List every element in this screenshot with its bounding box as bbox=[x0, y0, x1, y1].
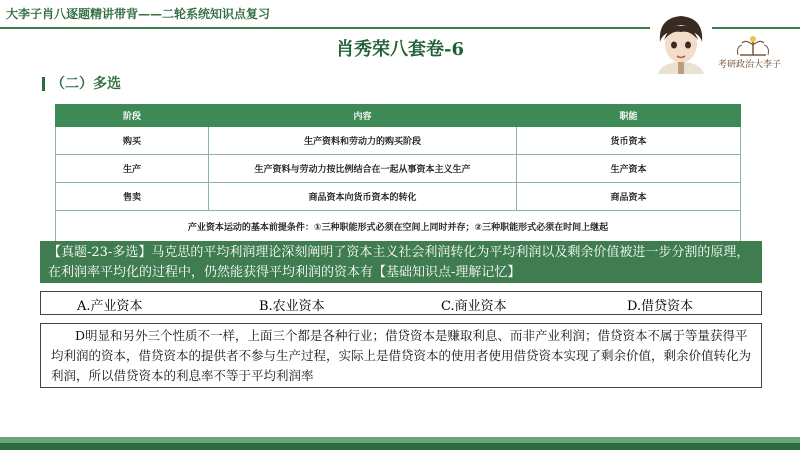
column-header: 职能 bbox=[517, 105, 741, 127]
table-footer-row bbox=[56, 211, 741, 242]
option-b[interactable]: B.农业资本 bbox=[259, 299, 325, 314]
answer-text: D明显和另外三个性质不一样，上面三个都是各种行业；借贷资本是赚取利息、而非产业利润；借贷资本不属于等量获得平均利润的资本，借贷资本的提供者不参与生产过程，实际上是借贷资本的使用者使用借贷资本实现了剩余价值，剩余价值转化为利润，所以借贷资本的利息率不等于平均利润率 bbox=[51, 328, 752, 383]
table-cell: 商品资本 bbox=[517, 183, 741, 211]
table-row bbox=[56, 155, 741, 183]
footer-stripe-dark bbox=[0, 443, 800, 450]
answer-explanation bbox=[40, 323, 762, 388]
table-cell: 商品资本向货币资本的转化 bbox=[209, 183, 517, 211]
table-cell: 售卖 bbox=[56, 183, 209, 211]
section-bar bbox=[42, 77, 45, 91]
column-header: 内容 bbox=[209, 105, 517, 127]
cartoon-avatar bbox=[650, 12, 712, 74]
table-cell: 生产资料和劳动力的购买阶段 bbox=[209, 127, 517, 155]
table-header-row bbox=[56, 105, 741, 127]
section-heading bbox=[42, 73, 121, 93]
table-cell: 生产资本 bbox=[517, 155, 741, 183]
option-c[interactable]: C.商业资本 bbox=[441, 299, 507, 314]
column-header: 阶段 bbox=[56, 105, 209, 127]
table-cell: 购买 bbox=[56, 127, 209, 155]
brand-logo bbox=[718, 33, 788, 75]
option-d[interactable]: D.借贷资本 bbox=[627, 299, 694, 314]
course-title: 大李子肖八逐题精讲带背——二轮系统知识点复习 bbox=[6, 7, 271, 21]
table-cell: 生产 bbox=[56, 155, 209, 183]
page-title: 肖秀荣八套卷-6 bbox=[336, 39, 464, 60]
table-cell: 货币资本 bbox=[517, 127, 741, 155]
section-label: （二）多选 bbox=[51, 76, 121, 92]
tree-icon bbox=[718, 33, 788, 57]
logo-text: 考研政治大李子 bbox=[718, 60, 782, 70]
option-a[interactable]: A.产业资本 bbox=[77, 299, 143, 314]
table-row bbox=[56, 127, 741, 155]
capital-stage-table bbox=[55, 104, 741, 242]
options-row bbox=[40, 291, 762, 315]
table-footer-cell: 产业资本运动的基本前提条件：①三种职能形式必须在空间上同时并存；②三种职能形式必须在时间上继起 bbox=[56, 211, 741, 242]
table-row bbox=[56, 183, 741, 211]
question-box: 【真题-23-多选】马克思的平均利润理论深刻阐明了资本主义社会利润转化为平均利润以及剩余价值被进一步分割的原理，在利润率平均化的过程中，仍然能获得平均利润的资本有【基础知识点-理解记忆】 bbox=[40, 241, 762, 283]
table-cell: 生产资料与劳动力按比例结合在一起从事资本主义生产 bbox=[209, 155, 517, 183]
